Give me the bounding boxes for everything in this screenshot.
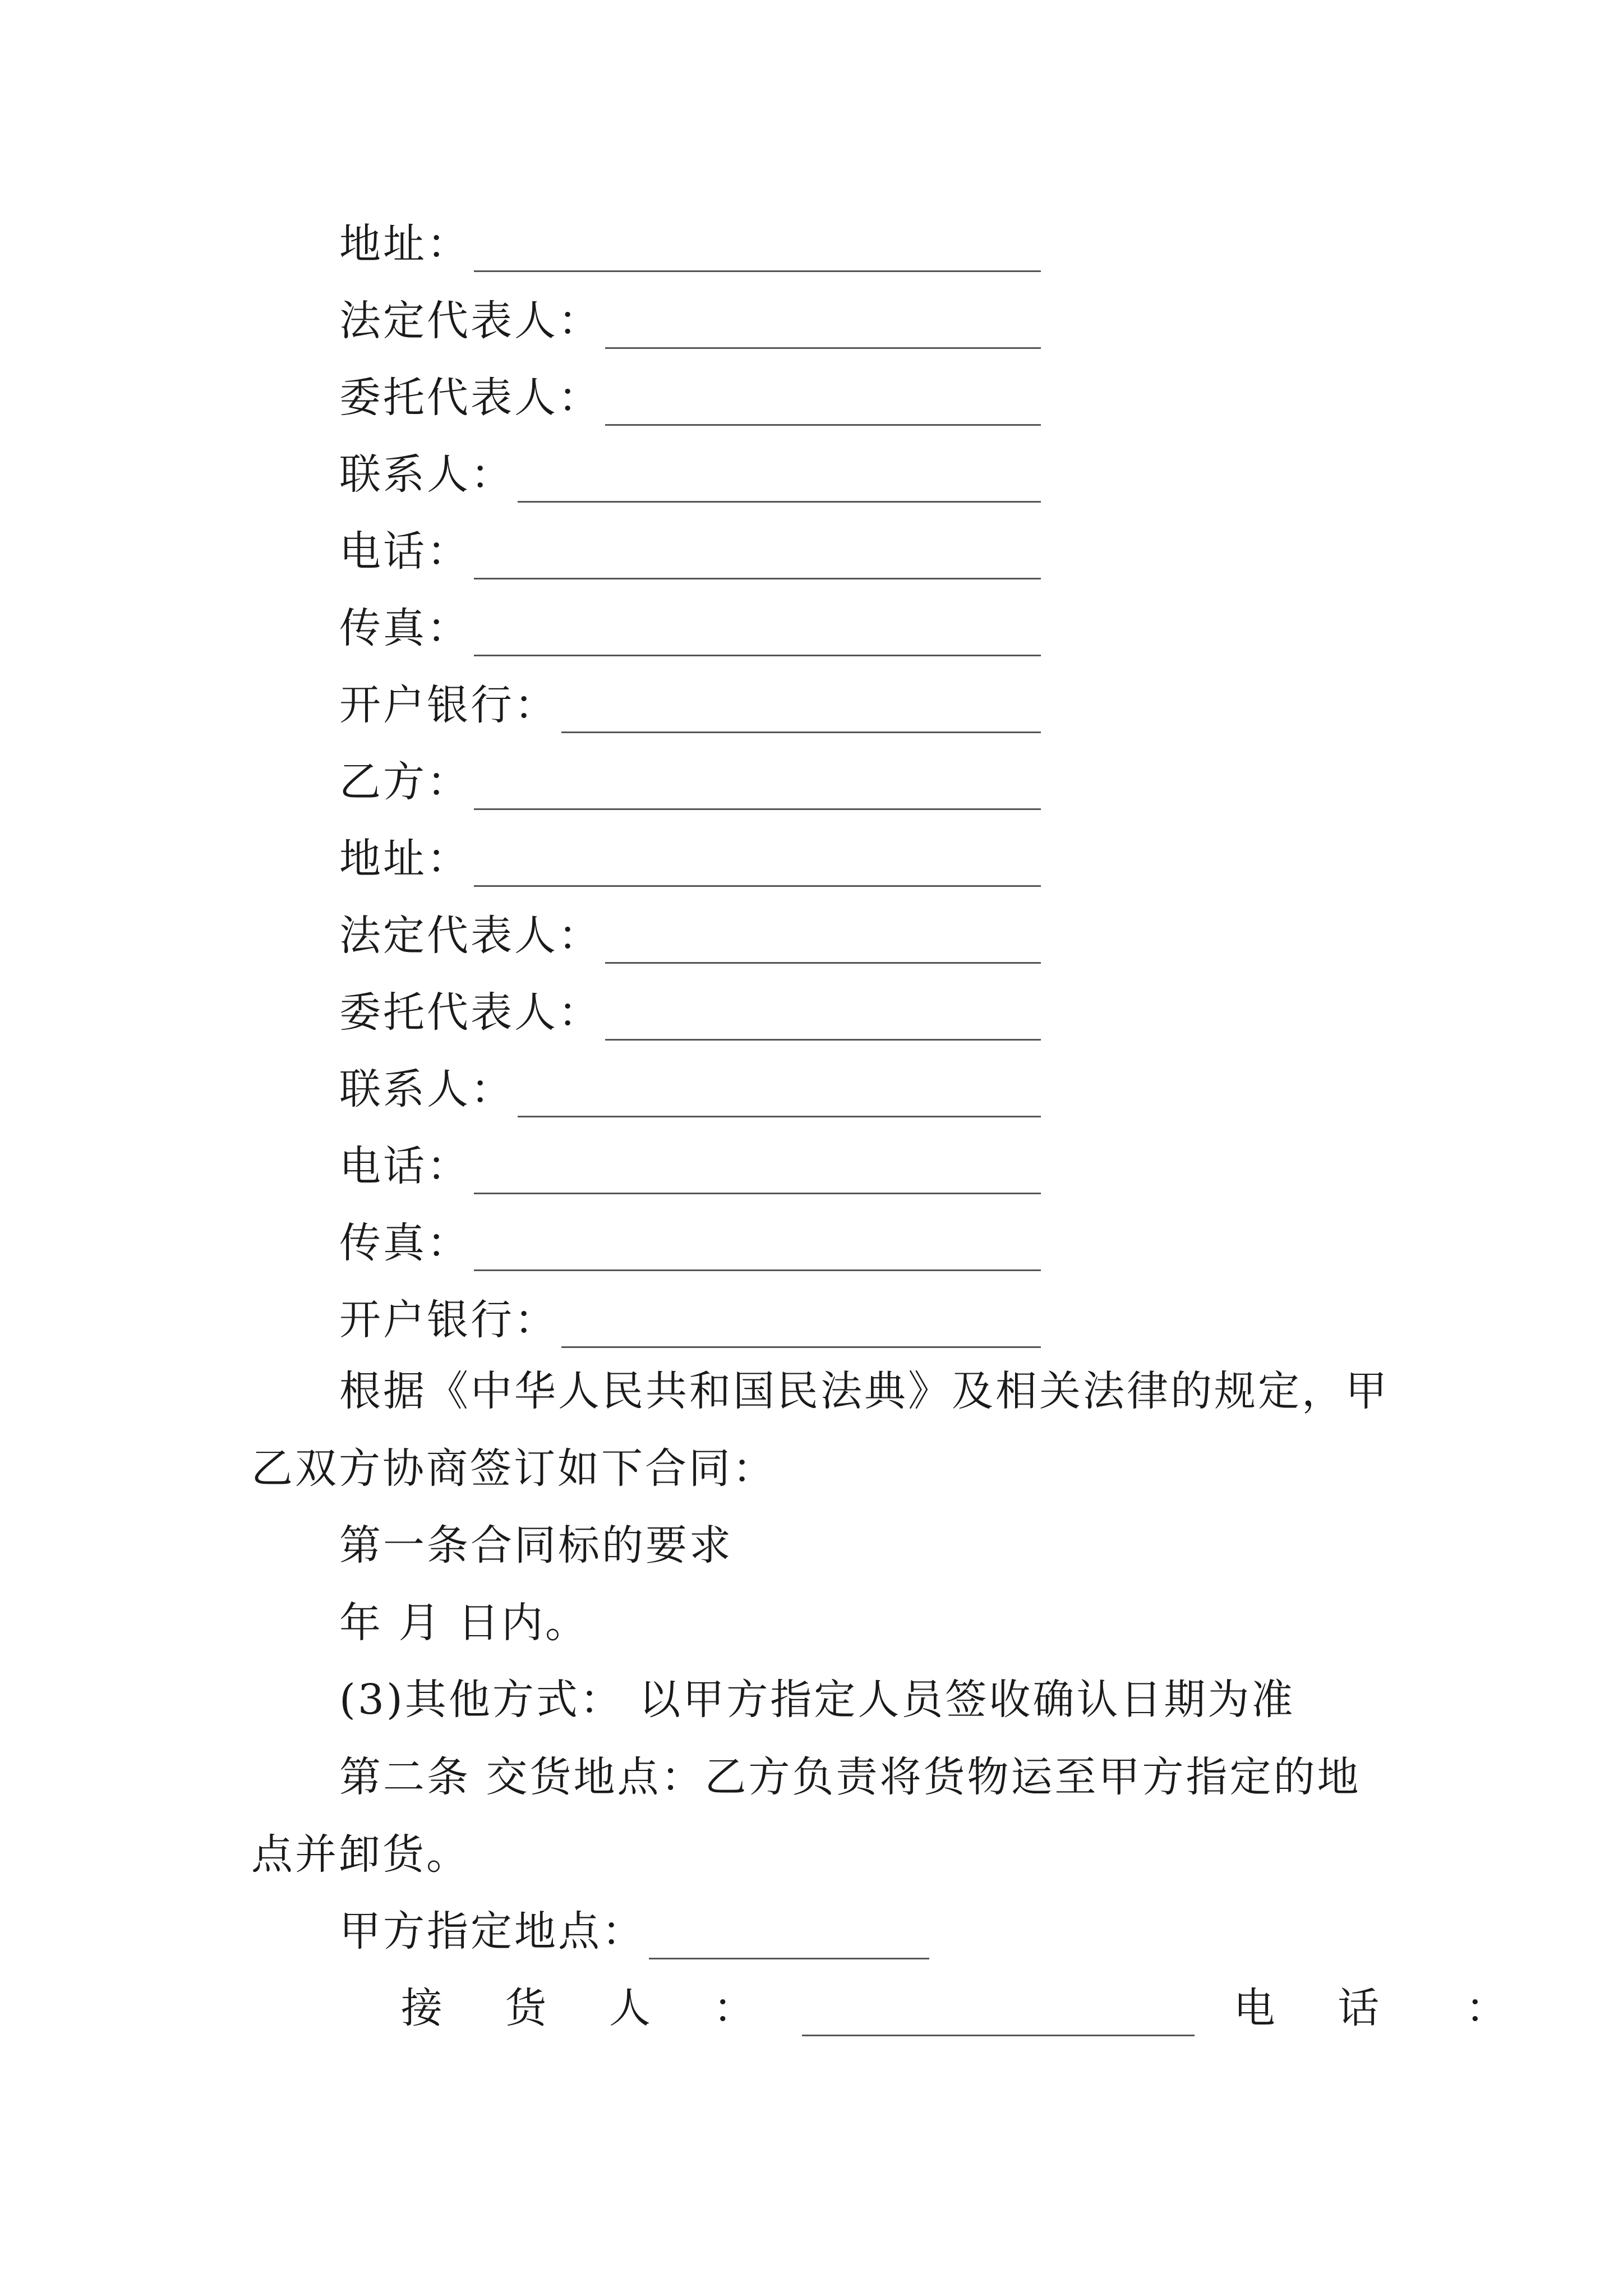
field-row xyxy=(339,677,1041,733)
field-blank[interactable] xyxy=(518,1082,1041,1117)
designated-place-label: 甲方指定地点： xyxy=(339,1907,645,1955)
basis-paragraph-line2: 乙双方协商签订如下合同： xyxy=(251,1444,776,1493)
field-blank[interactable] xyxy=(474,544,1041,579)
field-blank[interactable] xyxy=(605,314,1041,349)
field-label: 法定代表人： xyxy=(339,297,602,345)
field-label: 联系人： xyxy=(339,450,514,499)
receiver-label: 接 货 人 ： xyxy=(401,1984,780,2032)
field-row xyxy=(339,831,1041,887)
field-blank[interactable] xyxy=(518,467,1041,503)
article-2-line2: 点并卸货。 xyxy=(251,1830,470,1879)
field-label: 电话： xyxy=(339,1142,471,1190)
field-row xyxy=(339,600,1041,656)
field-blank[interactable] xyxy=(561,698,1041,733)
field-label: 电话： xyxy=(339,527,471,576)
field-row xyxy=(339,908,1041,964)
field-row xyxy=(339,1061,1041,1117)
field-blank[interactable] xyxy=(605,928,1041,964)
field-blank[interactable] xyxy=(474,621,1041,656)
field-label: 乙方： xyxy=(339,758,471,806)
field-label: 联系人： xyxy=(339,1065,514,1114)
field-blank[interactable] xyxy=(605,1005,1041,1041)
field-blank[interactable] xyxy=(605,390,1041,426)
field-row xyxy=(339,370,1041,426)
field-label: 委托代表人： xyxy=(339,988,602,1037)
field-label: 开户银行： xyxy=(339,1296,558,1344)
field-label: 传真： xyxy=(339,1219,471,1267)
receiver-row xyxy=(401,1980,1509,2036)
basis-paragraph-line1: 根据《中华人民共和国民法典》及相关法律的规定，甲 xyxy=(339,1367,1389,1415)
date-line: 年 月 日内。 xyxy=(339,1599,589,1647)
field-row xyxy=(339,523,1041,579)
field-label: 传真： xyxy=(339,604,471,652)
field-row xyxy=(339,984,1041,1041)
field-label: 地址： xyxy=(339,220,471,268)
designated-place-blank[interactable] xyxy=(649,1924,929,1959)
field-row xyxy=(339,447,1041,503)
receiver-blank[interactable] xyxy=(802,2001,1195,2036)
field-blank[interactable] xyxy=(474,1236,1041,1271)
field-label: 开户银行： xyxy=(339,681,558,729)
designated-place-field xyxy=(339,1903,929,1959)
field-label: 地址： xyxy=(339,835,471,883)
phone-label: 电 话 xyxy=(1233,1984,1404,2032)
field-row xyxy=(339,1215,1041,1271)
field-row xyxy=(339,216,1041,272)
field-row xyxy=(339,754,1041,810)
field-blank[interactable] xyxy=(474,852,1041,887)
field-blank[interactable] xyxy=(474,775,1041,810)
field-blank[interactable] xyxy=(474,237,1041,272)
phone-colon: ： xyxy=(1465,1984,1510,2032)
article-1-heading: 第一条合同标的要求 xyxy=(339,1521,733,1570)
other-method-line: (3)其他方式： 以甲方指定人员签收确认日期为准 xyxy=(339,1676,1295,1724)
field-row xyxy=(339,1292,1041,1348)
article-2-line1: 第二条 交货地点：乙方负责将货物运至甲方指定的地 xyxy=(339,1753,1361,1801)
field-label: 法定代表人： xyxy=(339,912,602,960)
field-blank[interactable] xyxy=(561,1313,1041,1348)
field-row xyxy=(339,293,1041,349)
field-blank[interactable] xyxy=(474,1159,1041,1194)
field-row xyxy=(339,1138,1041,1194)
field-label: 委托代表人： xyxy=(339,374,602,422)
